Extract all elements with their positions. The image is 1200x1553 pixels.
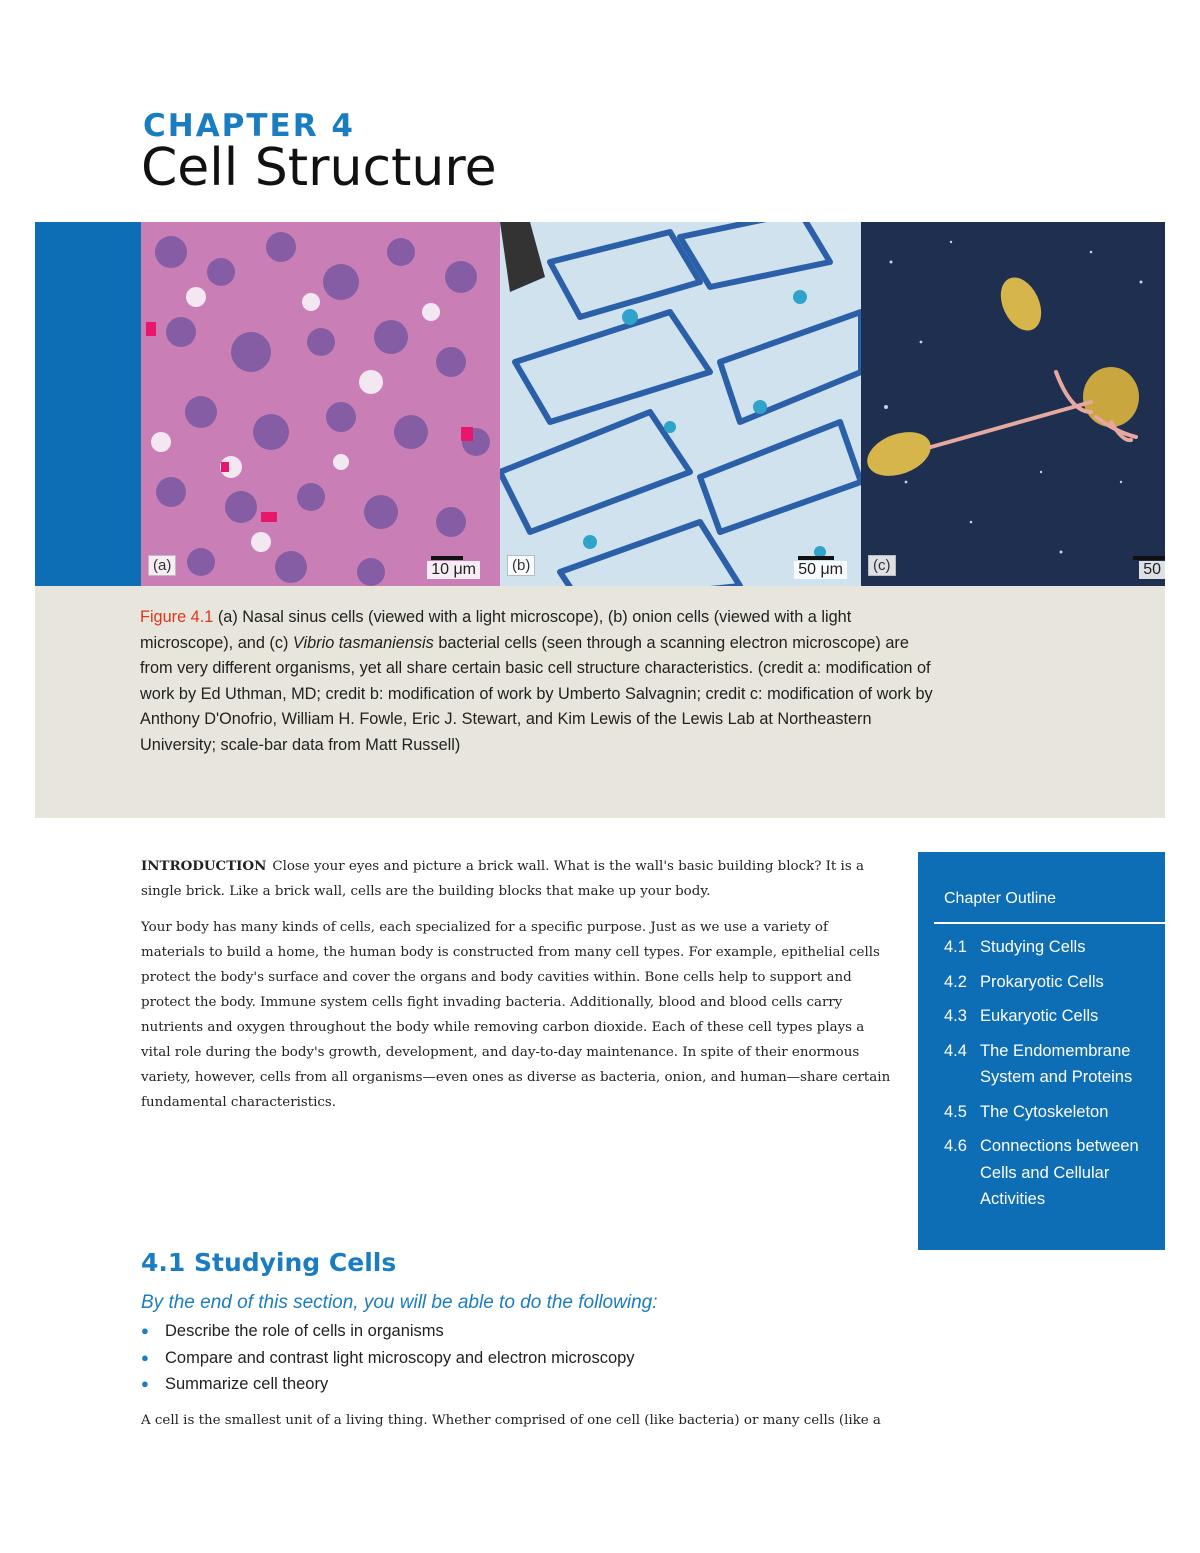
outline-number: 4.1 (944, 938, 967, 956)
outline-item[interactable] (944, 1133, 1159, 1213)
chapter-label: CHAPTER 4 (143, 108, 355, 144)
outline-label: The Endomembrane System and Proteins (980, 1041, 1133, 1086)
introduction (141, 854, 891, 1126)
panel-tag: (b) (507, 555, 535, 576)
objective-item (141, 1318, 635, 1345)
figure-panel-c (861, 222, 1165, 586)
caption-species: Vibrio tasmaniensis (292, 633, 434, 652)
objectives-lead: By the end of this section, you will be able to do the following: (141, 1292, 658, 1313)
outline-number: 4.2 (944, 972, 967, 991)
body-text: A cell is the smallest unit of a living thing. Whether comprised of one cell (like bacteria) or many cells (like a (141, 1413, 881, 1428)
section-heading: 4.1 Studying Cells (141, 1248, 397, 1277)
nasal-sinus-micrograph (141, 222, 500, 586)
chapter-title: Cell Structure (141, 138, 497, 198)
outline-number: 4.5 (944, 1102, 967, 1121)
objective-text: Compare and contrast light microscopy and electron microscopy (165, 1348, 635, 1367)
figure-side-bar (35, 222, 141, 586)
scale-bar (1133, 556, 1165, 560)
outline-number: 4.6 (944, 1137, 967, 1155)
caption-text: (a) Nasal sinus cells (viewed with a light microscope), (b) onion cells (viewed with a light microscope), and (c) (140, 608, 852, 652)
onion-cells-micrograph (500, 222, 861, 586)
bullet-icon: ● (141, 1349, 149, 1365)
outline-label: Studying Cells (980, 938, 1086, 956)
outline-item[interactable] (944, 1003, 1159, 1030)
scale-label: 10 μm (427, 561, 480, 579)
outline-item[interactable] (944, 1038, 1159, 1091)
objective-text: Describe the role of cells in organisms (165, 1322, 444, 1340)
objective-item (141, 1345, 635, 1372)
outline-item[interactable] (944, 934, 1159, 961)
outline-label: Eukaryotic Cells (980, 1007, 1099, 1025)
outline-divider (934, 922, 1165, 924)
scale-bar (798, 556, 834, 560)
outline-item[interactable] (944, 1099, 1159, 1126)
bullet-icon: ● (141, 1376, 149, 1391)
figure-caption-box (35, 586, 1165, 818)
panel-tag: (c) (868, 555, 896, 576)
outline-list (944, 934, 1159, 1221)
outline-heading: Chapter Outline (944, 890, 1057, 907)
outline-label: The Cytoskeleton (980, 1102, 1109, 1121)
panel-tag: (a) (148, 555, 176, 576)
intro-text: Close your eyes and picture a brick wall. What is the wall's basic building block? It is a single brick. Like a brick wall, cells are the building blocks that make up your body. (141, 859, 864, 899)
scale-bar (431, 556, 463, 560)
scale-label: 50 μm (794, 561, 847, 579)
figure-panel-a (141, 222, 500, 586)
intro-paragraph (141, 854, 891, 904)
scale-label: 50 (1139, 561, 1165, 579)
outline-label: Connections between Cells and Cellular Activities (980, 1137, 1139, 1208)
caption-text: bacterial cells (seen through a scanning electron microscope) are from very different organisms, yet all share certain basic cell structure characteristics. (credit a: modification of work by Ed Uthman, MD; credit b: modification of work by Umberto Salvagnin; credit c: modification of work by Anthony D'Onofrio, William H. Fowle, Eric J. Stewart, and Kim Lewis of the Lewis Lab at Northeastern University; scale-bar data from Matt Russell) (140, 633, 933, 754)
outline-number: 4.3 (944, 1007, 967, 1025)
outline-item[interactable] (944, 969, 1159, 996)
objectives-list (141, 1318, 635, 1398)
figure-caption (140, 605, 940, 758)
outline-label: Prokaryotic Cells (980, 972, 1104, 991)
figure-label: Figure 4.1 (140, 608, 214, 626)
intro-paragraph: Your body has many kinds of cells, each specialized for a specific purpose. Just as we use a variety of materials to build a home, the human body is constructed from many cell types. For example, epithelial cells protect the body's surface and cover the organs and body cavities within. Bone cells help to support and protect the body. Immune system cells fight invading bacteria. Additionally, blood and blood cells carry nutrients and oxygen throughout the body while removing carbon dioxide. Each of these cell types plays a vital role during the body's growth, development, and day-to-day maintenance. In spite of their enormous variety, however, cells from all organisms—even ones as diverse as bacteria, onion, and human—share certain fundamental characteristics. (141, 920, 891, 1110)
objective-item (141, 1371, 635, 1398)
figure-panel-b (500, 222, 861, 586)
intro-heading: INTRODUCTION (141, 858, 267, 874)
vibrio-sem-micrograph (861, 222, 1165, 586)
bullet-icon: ● (141, 1323, 149, 1338)
objective-text: Summarize cell theory (165, 1375, 329, 1393)
chapter-outline (918, 852, 1165, 1250)
outline-number: 4.4 (944, 1041, 967, 1060)
